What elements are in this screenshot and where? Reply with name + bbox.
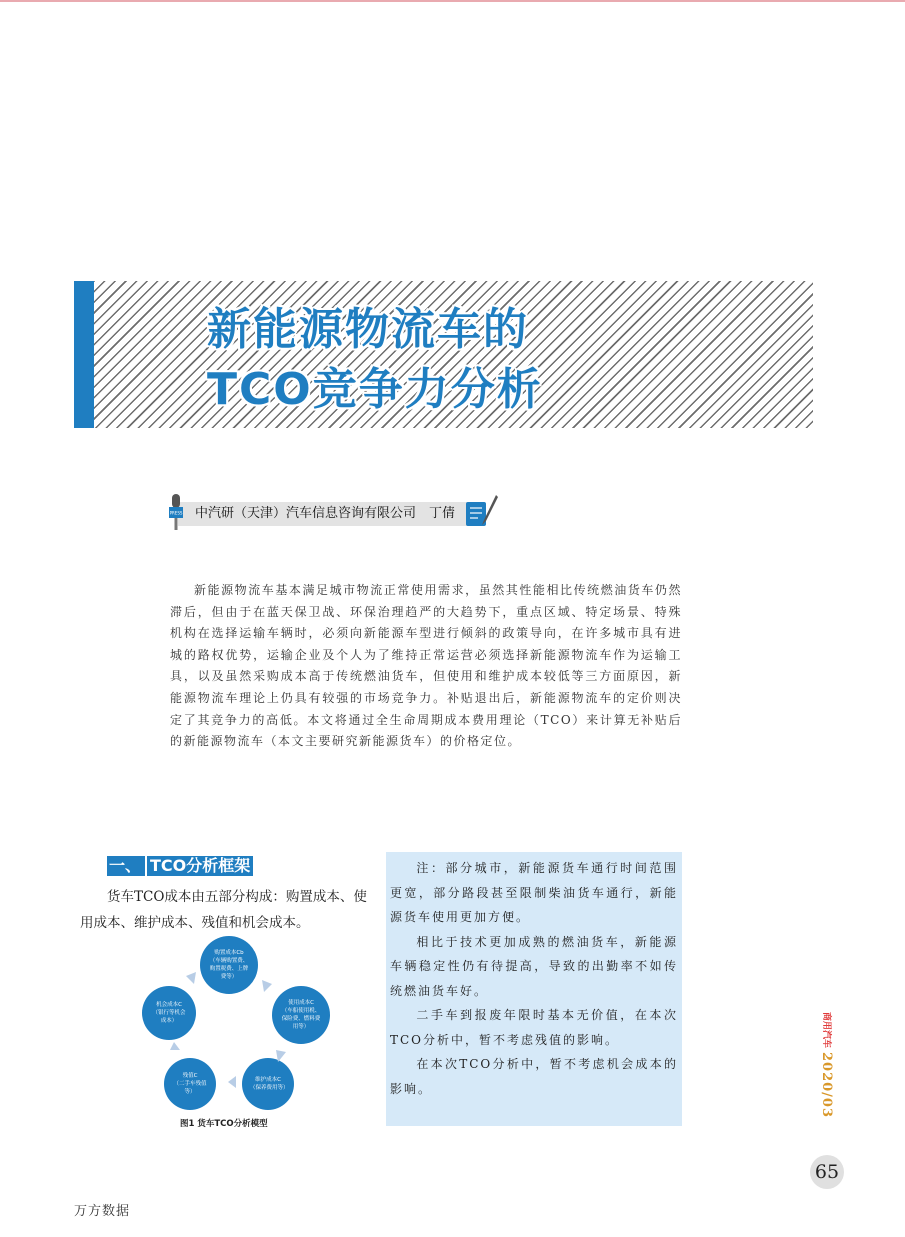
note-paragraph: 在本次TCO分析中，暂不考虑机会成本的影响。 bbox=[390, 1057, 678, 1096]
title-line-2: TCO竞争力分析 bbox=[207, 364, 543, 415]
figure-caption: 图1 货车TCO分析模型 bbox=[180, 1119, 268, 1129]
node-name: 维护成本C bbox=[255, 1077, 281, 1083]
tco-model-diagram bbox=[136, 936, 340, 1112]
article-title bbox=[207, 300, 543, 420]
issue-label bbox=[815, 1052, 841, 1122]
arrow-3 bbox=[228, 1076, 236, 1088]
node-detail: （车船使用税、保险费、燃料费用等） bbox=[281, 1008, 321, 1030]
arrow-4 bbox=[170, 1042, 180, 1050]
note-box bbox=[386, 852, 682, 1126]
issue-number: 2020/03 bbox=[819, 1052, 834, 1119]
node-name: 残值C bbox=[182, 1073, 198, 1079]
mic-label: PRESS bbox=[169, 510, 183, 516]
page-number: 65 bbox=[810, 1155, 844, 1189]
arrow-5 bbox=[186, 972, 196, 984]
node-detail: （银行等机会成本） bbox=[152, 1010, 186, 1024]
note-paragraph: 注：部分城市，新能源货车通行时间范围更宽，部分路段甚至限制柴油货车通行，新能源货车使用更加方便。 bbox=[390, 861, 678, 924]
abstract: 新能源物流车基本满足城市物流正常使用需求，虽然其性能相比传统燃油货车仍然滞后，但由于在蓝天保卫战、环保治理趋严的大趋势下，重点区域、特定场景、特殊机构在选择运输车辆时，必须向新能源车型进行倾斜的政策导向，在许多城市具有进城的路权优势，运输企业及个人为了维持正常运营必须选择新能源物流车作为运输工具，以及虽然采购成本高于传统燃油货车，但使用和维护成本较低等三方面原因，新能源物流车理论上仍具有较强的市场竞争力。补贴退出后，新能源物流车的定价则决定了其竞争力的高低。本文将通过全生命周期成本费用理论（TCO）来计算无补贴后的新能源物流车（本文主要研究新能源货车）的价格定位。 bbox=[170, 583, 682, 749]
author-line: 中汽研（天津）汽车信息咨询有限公司 丁倩 bbox=[195, 506, 456, 521]
node-detail: （保养费用等） bbox=[250, 1085, 289, 1091]
node-name: 使用成本C bbox=[288, 1000, 314, 1006]
node-name: 购置成本Cb bbox=[214, 950, 244, 956]
magazine-logo bbox=[820, 1012, 838, 1048]
section-title: TCO分析框架 bbox=[147, 856, 253, 876]
node-name: 机会成本C bbox=[156, 1002, 182, 1008]
section-heading bbox=[107, 856, 253, 876]
intro-paragraph: 货车TCO成本由五部分构成：购置成本、使用成本、维护成本、残值和机会成本。 bbox=[80, 889, 367, 931]
pen-notebook-icon bbox=[464, 494, 500, 528]
note-paragraph: 相比于技术更加成熟的燃油货车，新能源车辆稳定性仍有待提高，导致的出勤率不如传统燃油货车好。 bbox=[390, 934, 678, 998]
watermark: 万方数据 bbox=[74, 1204, 131, 1219]
top-rule bbox=[0, 0, 905, 2]
arrow-1 bbox=[262, 980, 272, 992]
node-detail: （车辆购置费、购置税费、上牌费等） bbox=[209, 958, 249, 980]
section-number: 一、 bbox=[107, 856, 145, 876]
magazine-name: 商用汽车 bbox=[821, 1012, 831, 1048]
title-line-1: 新能源物流车的 bbox=[207, 304, 529, 355]
note-paragraph: 二手车到报废年限时基本无价值，在本次TCO分析中，暂不考虑残值的影响。 bbox=[390, 1008, 678, 1047]
banner-accent-bar bbox=[74, 281, 94, 428]
node-detail: （二手车残值等） bbox=[173, 1081, 207, 1095]
microphone-icon bbox=[169, 494, 183, 530]
arrow-2 bbox=[276, 1050, 286, 1062]
diagram-arrows bbox=[136, 936, 340, 1112]
